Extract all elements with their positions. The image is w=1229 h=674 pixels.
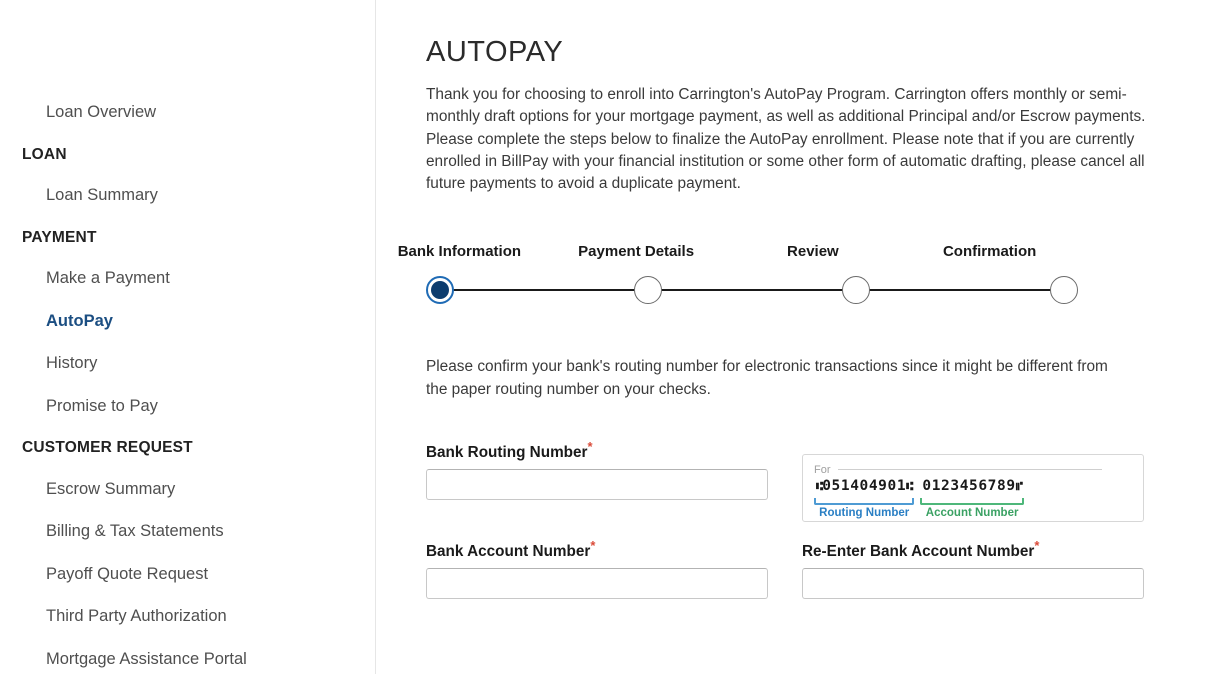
stepper-labels <box>371 243 1078 260</box>
sidebar-item-promise-to-pay[interactable] <box>0 398 375 415</box>
sidebar-item-label: Third Party Authorization <box>46 607 227 625</box>
micr-account-group <box>920 479 1024 519</box>
step-label-bank-information: Bank Information <box>397 242 522 260</box>
main-content <box>376 0 1229 674</box>
stepper-dots <box>426 276 1078 304</box>
input-reenter-bank-account-number[interactable] <box>802 568 1144 599</box>
account-number-caption: Account Number <box>925 506 1019 519</box>
micr-onus-symbol-icon: ⑈ <box>1015 478 1022 493</box>
label-text: Re-Enter Bank Account Number <box>802 542 1035 560</box>
sidebar-item-label: Loan Summary <box>46 186 158 204</box>
account-number-value: 0123456789 <box>922 477 1016 494</box>
sidebar-item-mortgage-assistance-portal[interactable] <box>0 651 375 668</box>
enrollment-stepper <box>397 242 1078 307</box>
sidebar-item-label: AutoPay <box>46 311 113 330</box>
field-reenter-bank-account-number <box>802 537 1144 599</box>
sidebar-item-label: Payoff Quote Request <box>46 564 209 583</box>
sidebar-item-loan-summary[interactable] <box>0 187 375 204</box>
step-label-payment-details: Payment Details <box>578 242 695 260</box>
sidebar-item-label: Promise to Pay <box>46 396 158 415</box>
sidebar-item-make-a-payment[interactable] <box>0 270 375 287</box>
step-label-confirmation: Confirmation <box>942 242 1037 260</box>
sidebar-item-label: Billing & Tax Statements <box>46 522 224 540</box>
label-text: Bank Account Number <box>426 542 591 560</box>
sidebar-heading-payment: PAYMENT <box>22 228 97 246</box>
routing-number-caption: Routing Number <box>819 506 910 519</box>
page-title: AUTOPAY <box>426 36 564 68</box>
label-bank-routing-number <box>426 438 768 461</box>
sidebar-navigation <box>0 0 376 674</box>
field-bank-routing-number <box>426 438 768 522</box>
required-asterisk: * <box>587 438 593 454</box>
check-memo-line <box>838 469 1103 470</box>
input-bank-routing-number[interactable] <box>426 469 768 500</box>
sidebar-item-label: Loan Overview <box>46 103 157 121</box>
step-dot-payment-details[interactable] <box>634 276 662 304</box>
intro-paragraph: Thank you for choosing to enroll into Carrington's AutoPay Program. Carrington offers monthly or semi-monthly draft options for your mortgage payment, as well as additional Principal and/or Escrow payments. Please complete the steps below to finalize the AutoPay enrollment. Please note that if you are currently enrolled in BillPay with your financial institution or some other form of automatic drafting, please cancel all future payments to avoid a duplicate payment. <box>426 86 1146 193</box>
sidebar-item-third-party-authorization[interactable] <box>0 608 375 625</box>
required-asterisk: * <box>1034 537 1040 553</box>
micr-account-digits <box>920 479 1024 497</box>
required-asterisk: * <box>590 537 596 553</box>
micr-transit-symbol-left-icon: ⑆ <box>816 478 823 493</box>
step-dot-bank-information[interactable] <box>426 276 454 304</box>
sidebar-item-label: Mortgage Assistance Portal <box>46 649 247 668</box>
stepper-track <box>426 273 1078 307</box>
sidebar-item-autopay[interactable] <box>0 313 375 330</box>
step-dot-review[interactable] <box>842 276 870 304</box>
label-text: Bank Routing Number <box>426 443 588 461</box>
account-bracket <box>920 498 1024 505</box>
form-row-routing <box>426 438 1159 522</box>
sidebar-heading-customer-request: CUSTOMER REQUEST <box>22 439 193 456</box>
check-sample-graphic <box>802 454 1144 522</box>
sidebar-item-loan-overview[interactable] <box>0 104 375 121</box>
bank-information-form <box>426 438 1159 599</box>
check-memo-row <box>814 464 1132 476</box>
sidebar-item-escrow-summary[interactable] <box>0 481 375 498</box>
micr-row <box>814 479 1132 519</box>
sidebar-item-label: Escrow Summary <box>46 479 176 498</box>
step-dot-confirmation[interactable] <box>1050 276 1078 304</box>
sidebar-item-history[interactable] <box>0 355 375 372</box>
sidebar-item-payoff-quote-request[interactable] <box>0 566 375 583</box>
sidebar-item-label: Make a Payment <box>46 269 170 287</box>
input-bank-account-number[interactable] <box>426 568 768 599</box>
sidebar-heading-loan: LOAN <box>22 145 67 163</box>
form-row-account <box>426 537 1159 599</box>
check-memo-label: For <box>814 463 831 476</box>
field-bank-account-number <box>426 537 768 599</box>
label-reenter-bank-account-number <box>802 537 1144 560</box>
sidebar-item-billing-tax-statements[interactable] <box>0 523 375 540</box>
micr-routing-digits <box>814 479 914 497</box>
micr-routing-group <box>814 479 914 519</box>
routing-number-value: 051404901 <box>822 477 907 494</box>
routing-bracket <box>814 498 914 505</box>
sidebar-item-label: History <box>46 354 98 372</box>
step-label-review: Review <box>787 242 839 260</box>
routing-confirm-note: Please confirm your bank's routing number for electronic transactions since it might be different from the paper routing number on your checks. <box>426 357 1108 398</box>
label-bank-account-number <box>426 537 768 560</box>
micr-transit-symbol-right-icon: ⑆ <box>906 478 913 493</box>
